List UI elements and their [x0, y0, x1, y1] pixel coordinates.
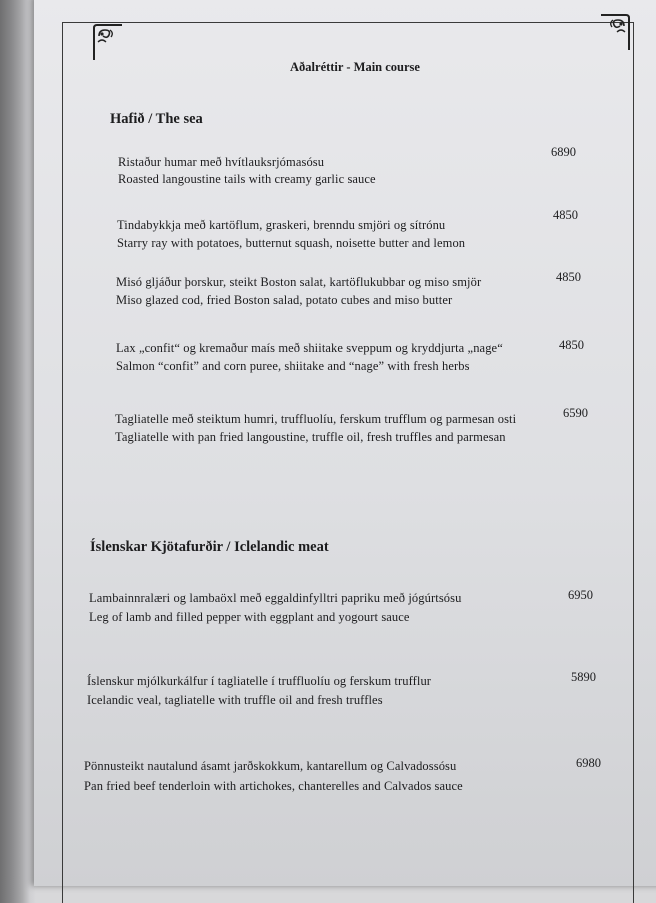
- dish-name-english: Icelandic veal, tagliatelle with truffle oil and fresh truffles: [87, 693, 383, 707]
- dish-name-english: Tagliatelle with pan fried langoustine, truffle oil, fresh truffles and parmesan: [115, 430, 506, 444]
- dish-name-english: Starry ray with potatoes, butternut squash, noisette butter and lemon: [117, 236, 466, 250]
- dish-name-icelandic: Lambainnralæri og lambaöxl með eggaldinfylltri papriku með jógúrtsósu: [89, 591, 462, 605]
- dish-name-icelandic: Íslenskur mjólkurkálfur í tagliatelle í truffluolíu og ferskum trufflur: [87, 674, 432, 688]
- dish-name-icelandic: Ristaður humar með hvítlauksrjómasósu: [118, 155, 325, 169]
- corner-ornament-icon: [599, 12, 633, 52]
- dish-name-english: Leg of lamb and filled pepper with eggplant and yogourt sauce: [89, 610, 410, 624]
- dish-price: 6950: [568, 588, 593, 602]
- dish-price: 4850: [553, 208, 578, 222]
- dish-name-icelandic: Tagliatelle með steiktum humri, truffluolíu, ferskum trufflum og parmesan osti: [115, 412, 517, 426]
- dish-price: 4850: [559, 338, 584, 352]
- dish-name-english: Miso glazed cod, fried Boston salad, potato cubes and miso butter: [116, 293, 453, 307]
- dish-name-icelandic: Pönnusteikt nautalund ásamt jarðskokkum, kantarellum og Calvadossósu: [84, 759, 457, 773]
- dish-price: 4850: [556, 270, 581, 284]
- dish-price: 5890: [571, 670, 596, 684]
- dish-name-icelandic: Lax „confit“ og kremaður maís með shiitake sveppum og kryddjurta „nage“: [116, 341, 503, 355]
- dish-name-icelandic: Misó gljáður þorskur, steikt Boston salat, kartöflukubbar og miso smjör: [116, 275, 482, 289]
- section-heading-sea: Hafið / The sea: [110, 111, 203, 127]
- page-title: Aðalréttir - Main course: [290, 60, 420, 74]
- corner-ornament-icon: [90, 22, 124, 62]
- dish-price: 6890: [551, 145, 576, 159]
- dish-name-english: Salmon “confit” and corn puree, shiitake and “nage” with fresh herbs: [116, 359, 470, 373]
- dish-name-english: Pan fried beef tenderloin with artichokes, chanterelles and Calvados sauce: [84, 779, 463, 793]
- section-heading-meat: Íslenskar Kjötafurðir / Iclelandic meat: [90, 539, 329, 555]
- dish-price: 6980: [576, 756, 601, 770]
- dish-price: 6590: [563, 406, 588, 420]
- dish-name-icelandic: Tindabykkja með kartöflum, graskeri, brenndu smjöri og sítrónu: [117, 218, 446, 232]
- dish-name-english: Roasted langoustine tails with creamy garlic sauce: [118, 172, 376, 186]
